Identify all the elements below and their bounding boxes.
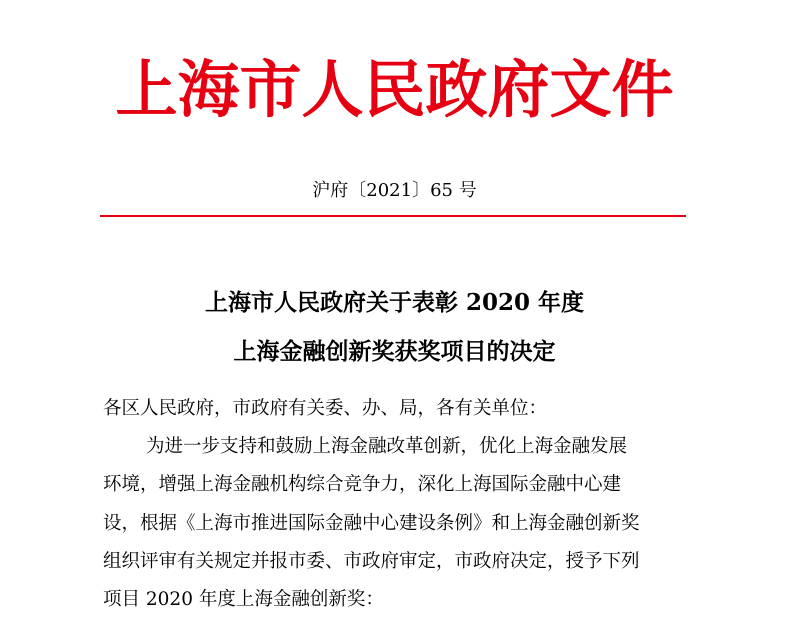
addressee-line: 各区人民政府，市政府有关委、办、局，各有关单位： xyxy=(103,398,548,419)
masthead-title: 上海市人民政府文件 xyxy=(115,53,674,126)
paragraph-line: 为进一步支持和鼓励上海金融改革创新，优化上海金融发展 xyxy=(146,436,628,457)
paragraph-line: 设，根据《上海市推进国际金融中心建设条例》和上海金融创新奖 xyxy=(103,513,640,534)
paragraph-line: 组织评审有关规定并报市委、市政府审定，市政府决定，授予下列 xyxy=(103,551,640,572)
document-title-line-1: 上海市人民政府关于表彰 2020 年度 xyxy=(204,289,585,316)
document-title-line-2: 上海金融创新奖获奖项目的决定 xyxy=(233,338,556,365)
paragraph-line: 环境，增强上海金融机构综合竞争力，深化上海国际金融中心建 xyxy=(103,474,622,495)
document-number: 沪府〔2021〕65 号 xyxy=(312,180,477,201)
paragraph-line: 项目 2020 年度上海金融创新奖： xyxy=(103,589,384,610)
red-separator-line xyxy=(100,215,686,217)
